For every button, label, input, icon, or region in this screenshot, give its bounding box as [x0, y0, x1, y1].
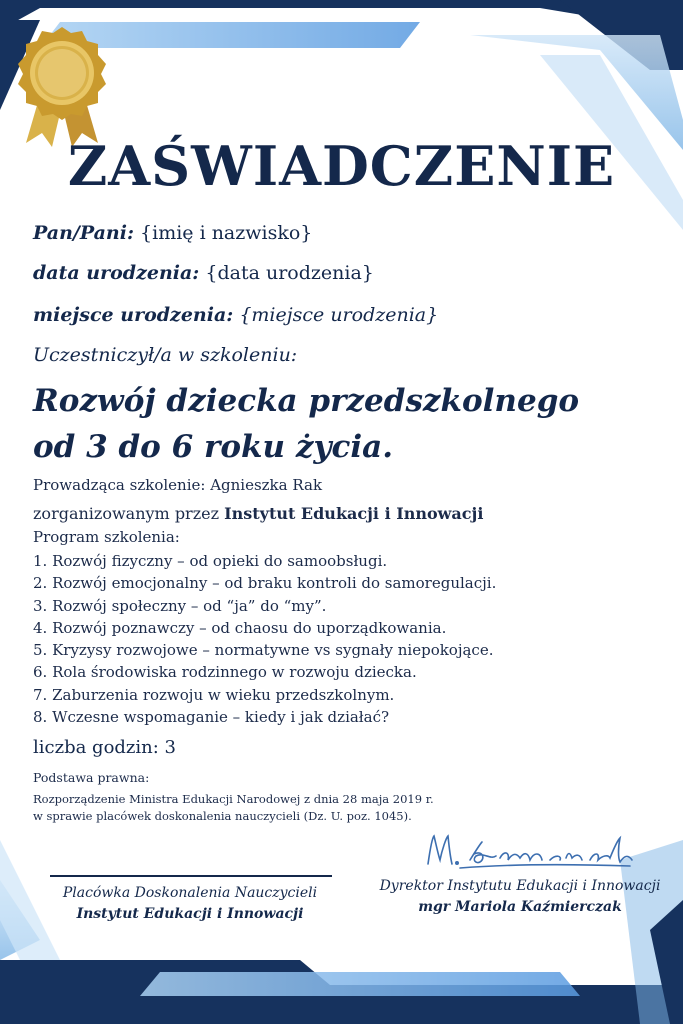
birth-place-label: miejsce urodzenia:	[33, 304, 234, 326]
birth-date-value: {data urodzenia}	[205, 262, 374, 284]
right-signature-block	[370, 876, 670, 918]
program-item: 8. Wczesne wspomaganie – kiedy i jak działać?	[33, 708, 390, 727]
program-list	[33, 550, 496, 728]
program-item: 7. Zaburzenia rozwoju w wieku przedszkolnym.	[33, 685, 395, 704]
name-value: {imię i nazwisko}	[140, 222, 313, 244]
gold-medal-icon	[12, 25, 112, 150]
handwritten-signature	[420, 830, 650, 875]
certificate-title: ZAŚWIADCZENIE	[67, 134, 616, 198]
left-signature-line2: Instytut Edukacji i Innowacji	[76, 906, 304, 922]
organized-prefix: zorganizowanym przez	[33, 504, 220, 523]
birth-date-label: data urodzenia:	[33, 262, 200, 284]
organizer-name: Instytut Edukacji i Innowacji	[224, 504, 484, 523]
legal-line1: Rozporządzenie Ministra Edukacji Narodowej z dnia 28 maja 2019 r.	[33, 792, 434, 806]
birth-date-field	[33, 262, 374, 284]
trainer-text: Prowadząca szkolenie: Agnieszka Rak	[33, 476, 323, 494]
birth-place-field	[33, 304, 438, 326]
legal-line2: w sprawie placówek doskonalenia nauczycieli (Dz. U. poz. 1045).	[33, 809, 412, 823]
name-field	[33, 222, 312, 244]
signature-line	[50, 875, 332, 877]
organizer-line	[33, 504, 483, 523]
left-signature-block	[40, 883, 340, 925]
right-signature-line2: mgr Mariola Kaźmierczak	[418, 899, 622, 915]
left-signature-line1: Placówka Doskonalenia Nauczycieli	[62, 885, 318, 901]
program-item: 1. Rozwój fizyczny – od opieki do samoobsługi.	[33, 552, 388, 570]
program-item: 3. Rozwój społeczny – od “ja” do “my”.	[33, 596, 327, 615]
course-title-line1: Rozwój dziecka przedszkolnego	[33, 383, 580, 419]
program-item: 6. Rola środowiska rodzinnego w rozwoju dziecka.	[33, 663, 417, 682]
name-label: Pan/Pani:	[33, 222, 134, 244]
legal-label: Podstawa prawna:	[33, 770, 150, 785]
program-item: 2. Rozwój emocjonalny – od braku kontroli do samoregulacji.	[33, 574, 497, 593]
hours-text: liczba godzin: 3	[33, 737, 177, 758]
course-title-line2: od 3 do 6 roku życia.	[33, 429, 393, 465]
birth-place-value: {miejsce urodzenia}	[239, 304, 439, 326]
program-item: 5. Kryzysy rozwojowe – normatywne vs sygnały niepokojące.	[33, 641, 494, 660]
program-label: Program szkolenia:	[33, 528, 180, 546]
right-signature-line1: Dyrektor Instytutu Edukacji i Innowacji	[379, 878, 661, 894]
program-item: 4. Rozwój poznawczy – od chaosu do uporządkowania.	[33, 618, 447, 637]
participated-text: Uczestniczył/a w szkoleniu:	[33, 344, 298, 366]
